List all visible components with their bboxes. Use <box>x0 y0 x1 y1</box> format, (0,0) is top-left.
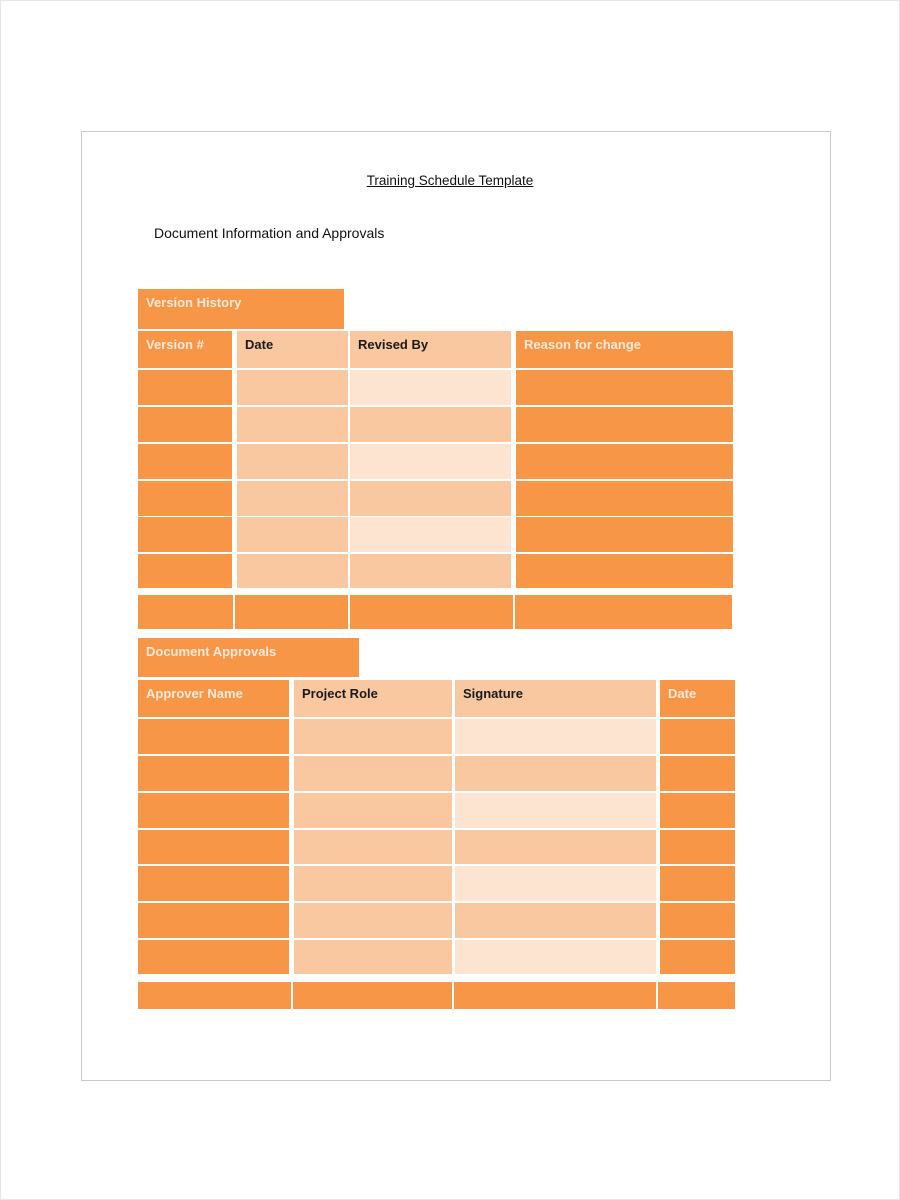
vh-cell-revised-by[interactable] <box>350 554 511 588</box>
da-cell-date[interactable] <box>660 830 735 864</box>
da-header-project-role: Project Role <box>294 680 452 717</box>
da-cell-date[interactable] <box>660 756 735 791</box>
da-cell-signature[interactable] <box>455 866 656 901</box>
da-cell-approver-name[interactable] <box>138 866 289 901</box>
da-cell-project-role[interactable] <box>294 830 452 864</box>
vh-header-revised-by: Revised By <box>350 331 511 368</box>
da-cell-date[interactable] <box>660 866 735 901</box>
da-cell-signature[interactable] <box>455 756 656 791</box>
vh-cell-reason[interactable] <box>516 370 733 405</box>
vh-cell-version[interactable] <box>138 370 232 405</box>
da-cell-project-role[interactable] <box>294 793 452 828</box>
vh-cell-reason[interactable] <box>516 517 733 552</box>
vh-cell-version[interactable] <box>138 517 232 552</box>
da-cell-approver-name[interactable] <box>138 830 289 864</box>
vh-cell-reason[interactable] <box>516 444 733 479</box>
vh-cell-reason[interactable] <box>516 554 733 588</box>
da-cell-project-role[interactable] <box>294 719 452 754</box>
document-approvals-caption: Document Approvals <box>138 638 359 677</box>
vh-header-reason: Reason for change <box>516 331 733 368</box>
da-cell-date[interactable] <box>660 719 735 754</box>
vh-cell-revised-by[interactable] <box>350 517 511 552</box>
vh-footer-cell <box>235 595 348 629</box>
vh-cell-date[interactable] <box>237 554 348 588</box>
vh-cell-revised-by[interactable] <box>350 370 511 405</box>
da-cell-signature[interactable] <box>455 940 656 974</box>
vh-header-version: Version # <box>138 331 232 368</box>
version-history-caption: Version History <box>138 289 344 329</box>
da-cell-signature[interactable] <box>455 903 656 938</box>
vh-cell-version[interactable] <box>138 481 232 516</box>
vh-cell-date[interactable] <box>237 444 348 479</box>
vh-cell-version[interactable] <box>138 444 232 479</box>
da-cell-approver-name[interactable] <box>138 756 289 791</box>
vh-footer-cell <box>515 595 732 629</box>
da-cell-approver-name[interactable] <box>138 940 289 974</box>
da-footer-cell <box>658 982 735 1009</box>
vh-cell-version[interactable] <box>138 407 232 442</box>
da-cell-date[interactable] <box>660 903 735 938</box>
da-cell-project-role[interactable] <box>294 756 452 791</box>
da-header-approver-name: Approver Name <box>138 680 289 717</box>
da-footer-cell <box>454 982 656 1009</box>
da-cell-date[interactable] <box>660 940 735 974</box>
vh-cell-date[interactable] <box>237 517 348 552</box>
vh-cell-revised-by[interactable] <box>350 444 511 479</box>
da-header-signature: Signature <box>455 680 656 717</box>
vh-cell-date[interactable] <box>237 481 348 516</box>
da-cell-project-role[interactable] <box>294 866 452 901</box>
vh-cell-revised-by[interactable] <box>350 407 511 442</box>
vh-cell-version[interactable] <box>138 554 232 588</box>
da-footer-cell <box>293 982 452 1009</box>
vh-footer-cell <box>350 595 513 629</box>
da-cell-signature[interactable] <box>455 719 656 754</box>
vh-header-date: Date <box>237 331 348 368</box>
da-cell-approver-name[interactable] <box>138 793 289 828</box>
vh-footer-cell <box>138 595 233 629</box>
section-heading: Document Information and Approvals <box>154 225 385 241</box>
vh-cell-date[interactable] <box>237 370 348 405</box>
da-cell-approver-name[interactable] <box>138 719 289 754</box>
da-header-date: Date <box>660 680 735 717</box>
da-cell-date[interactable] <box>660 793 735 828</box>
vh-cell-reason[interactable] <box>516 481 733 516</box>
da-cell-project-role[interactable] <box>294 903 452 938</box>
vh-cell-revised-by[interactable] <box>350 481 511 516</box>
da-footer-cell <box>138 982 291 1009</box>
da-cell-signature[interactable] <box>455 793 656 828</box>
vh-cell-reason[interactable] <box>516 407 733 442</box>
da-cell-signature[interactable] <box>455 830 656 864</box>
da-cell-approver-name[interactable] <box>138 903 289 938</box>
document-title: Training Schedule Template <box>366 173 534 188</box>
vh-cell-date[interactable] <box>237 407 348 442</box>
da-cell-project-role[interactable] <box>294 940 452 974</box>
